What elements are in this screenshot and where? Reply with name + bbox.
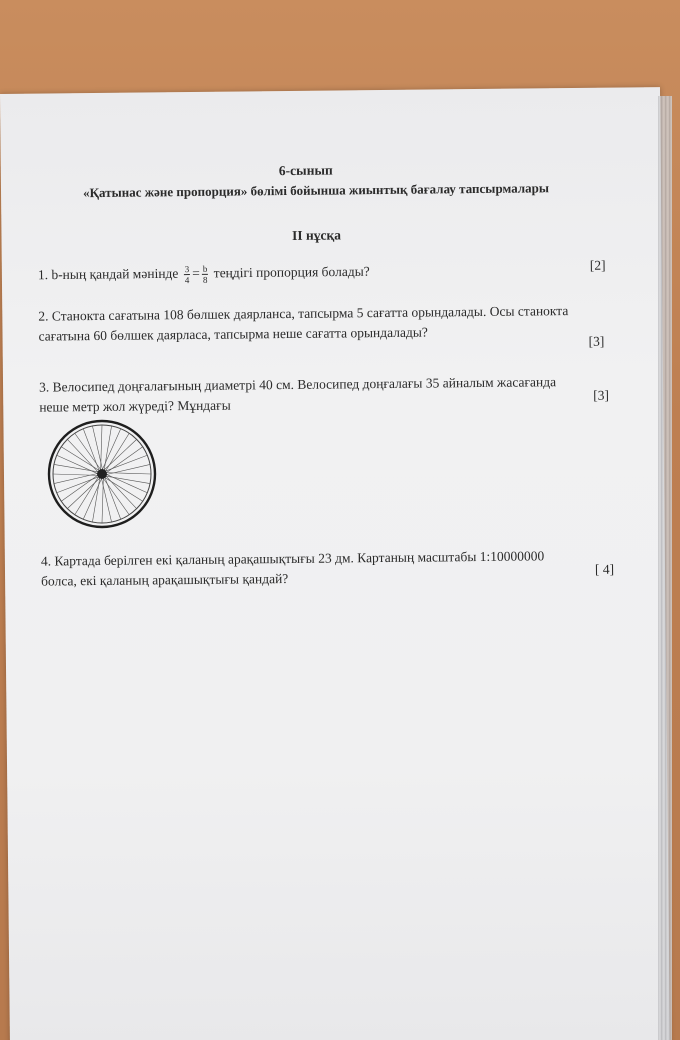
task-1-points: [2]: [589, 257, 606, 273]
page-stack-edge: [658, 96, 672, 1040]
task-2-points: [3]: [588, 333, 605, 349]
equals-sign: =: [192, 265, 200, 281]
wheel-spoke: [83, 478, 102, 519]
task-1-text-end: теңдігі пропорция болады?: [213, 263, 370, 281]
task-1-text: 1. b-ның қандай мәнінде: [37, 265, 179, 283]
worksheet-title: «Қатынас және пропорция» бөлімі бойынша жиынтық бағалау тапсырмалары: [82, 180, 550, 201]
task-2-line-2: сағатына 60 бөлшек даярласа, тапсырма неше сағатта орындалады?: [38, 324, 428, 344]
variant-heading: II нұсқа: [291, 227, 342, 243]
wheel-hub: [97, 469, 107, 479]
task-2-line-1: 2. Станокта сағатына 108 бөлшек даярланса, тапсырма 5 сағатта орындалады. Осы станокта: [38, 303, 569, 324]
wheel-spoke: [102, 429, 121, 470]
fraction-b-8: [202, 264, 209, 285]
fraction-numerator: 3: [184, 264, 190, 275]
fraction-3-4: [184, 264, 191, 285]
task-3-line-1: 3. Велосипед доңғалағының диаметрі 40 см. Велосипед доңғалағы 35 айналым жасағанда: [38, 374, 557, 395]
task-4-line-2: болса, екі қаланың арақашықтығы қандай?: [41, 571, 289, 589]
grade-heading: 6-сынып: [278, 162, 333, 179]
fraction-denominator: 4: [184, 275, 190, 286]
task-4-line-1: 4. Картада берілген екі қаланың арақашықтығы 23 дм. Картаның масштабы 1:10000000: [40, 548, 545, 569]
task-3-points: [3]: [593, 387, 610, 403]
task-1: [38, 262, 370, 286]
worksheet-page: [0, 87, 670, 1040]
fraction-denominator: 8: [202, 274, 208, 285]
task-3-line-2: неше метр жол жүреді? Мұндағы: [39, 397, 231, 415]
wheel-spoke: [57, 455, 98, 474]
task-4-points: [ 4]: [594, 561, 615, 577]
wheel-spoke: [106, 474, 147, 493]
fraction-numerator: b: [202, 263, 208, 274]
bicycle-wheel-illustration: [46, 418, 158, 530]
